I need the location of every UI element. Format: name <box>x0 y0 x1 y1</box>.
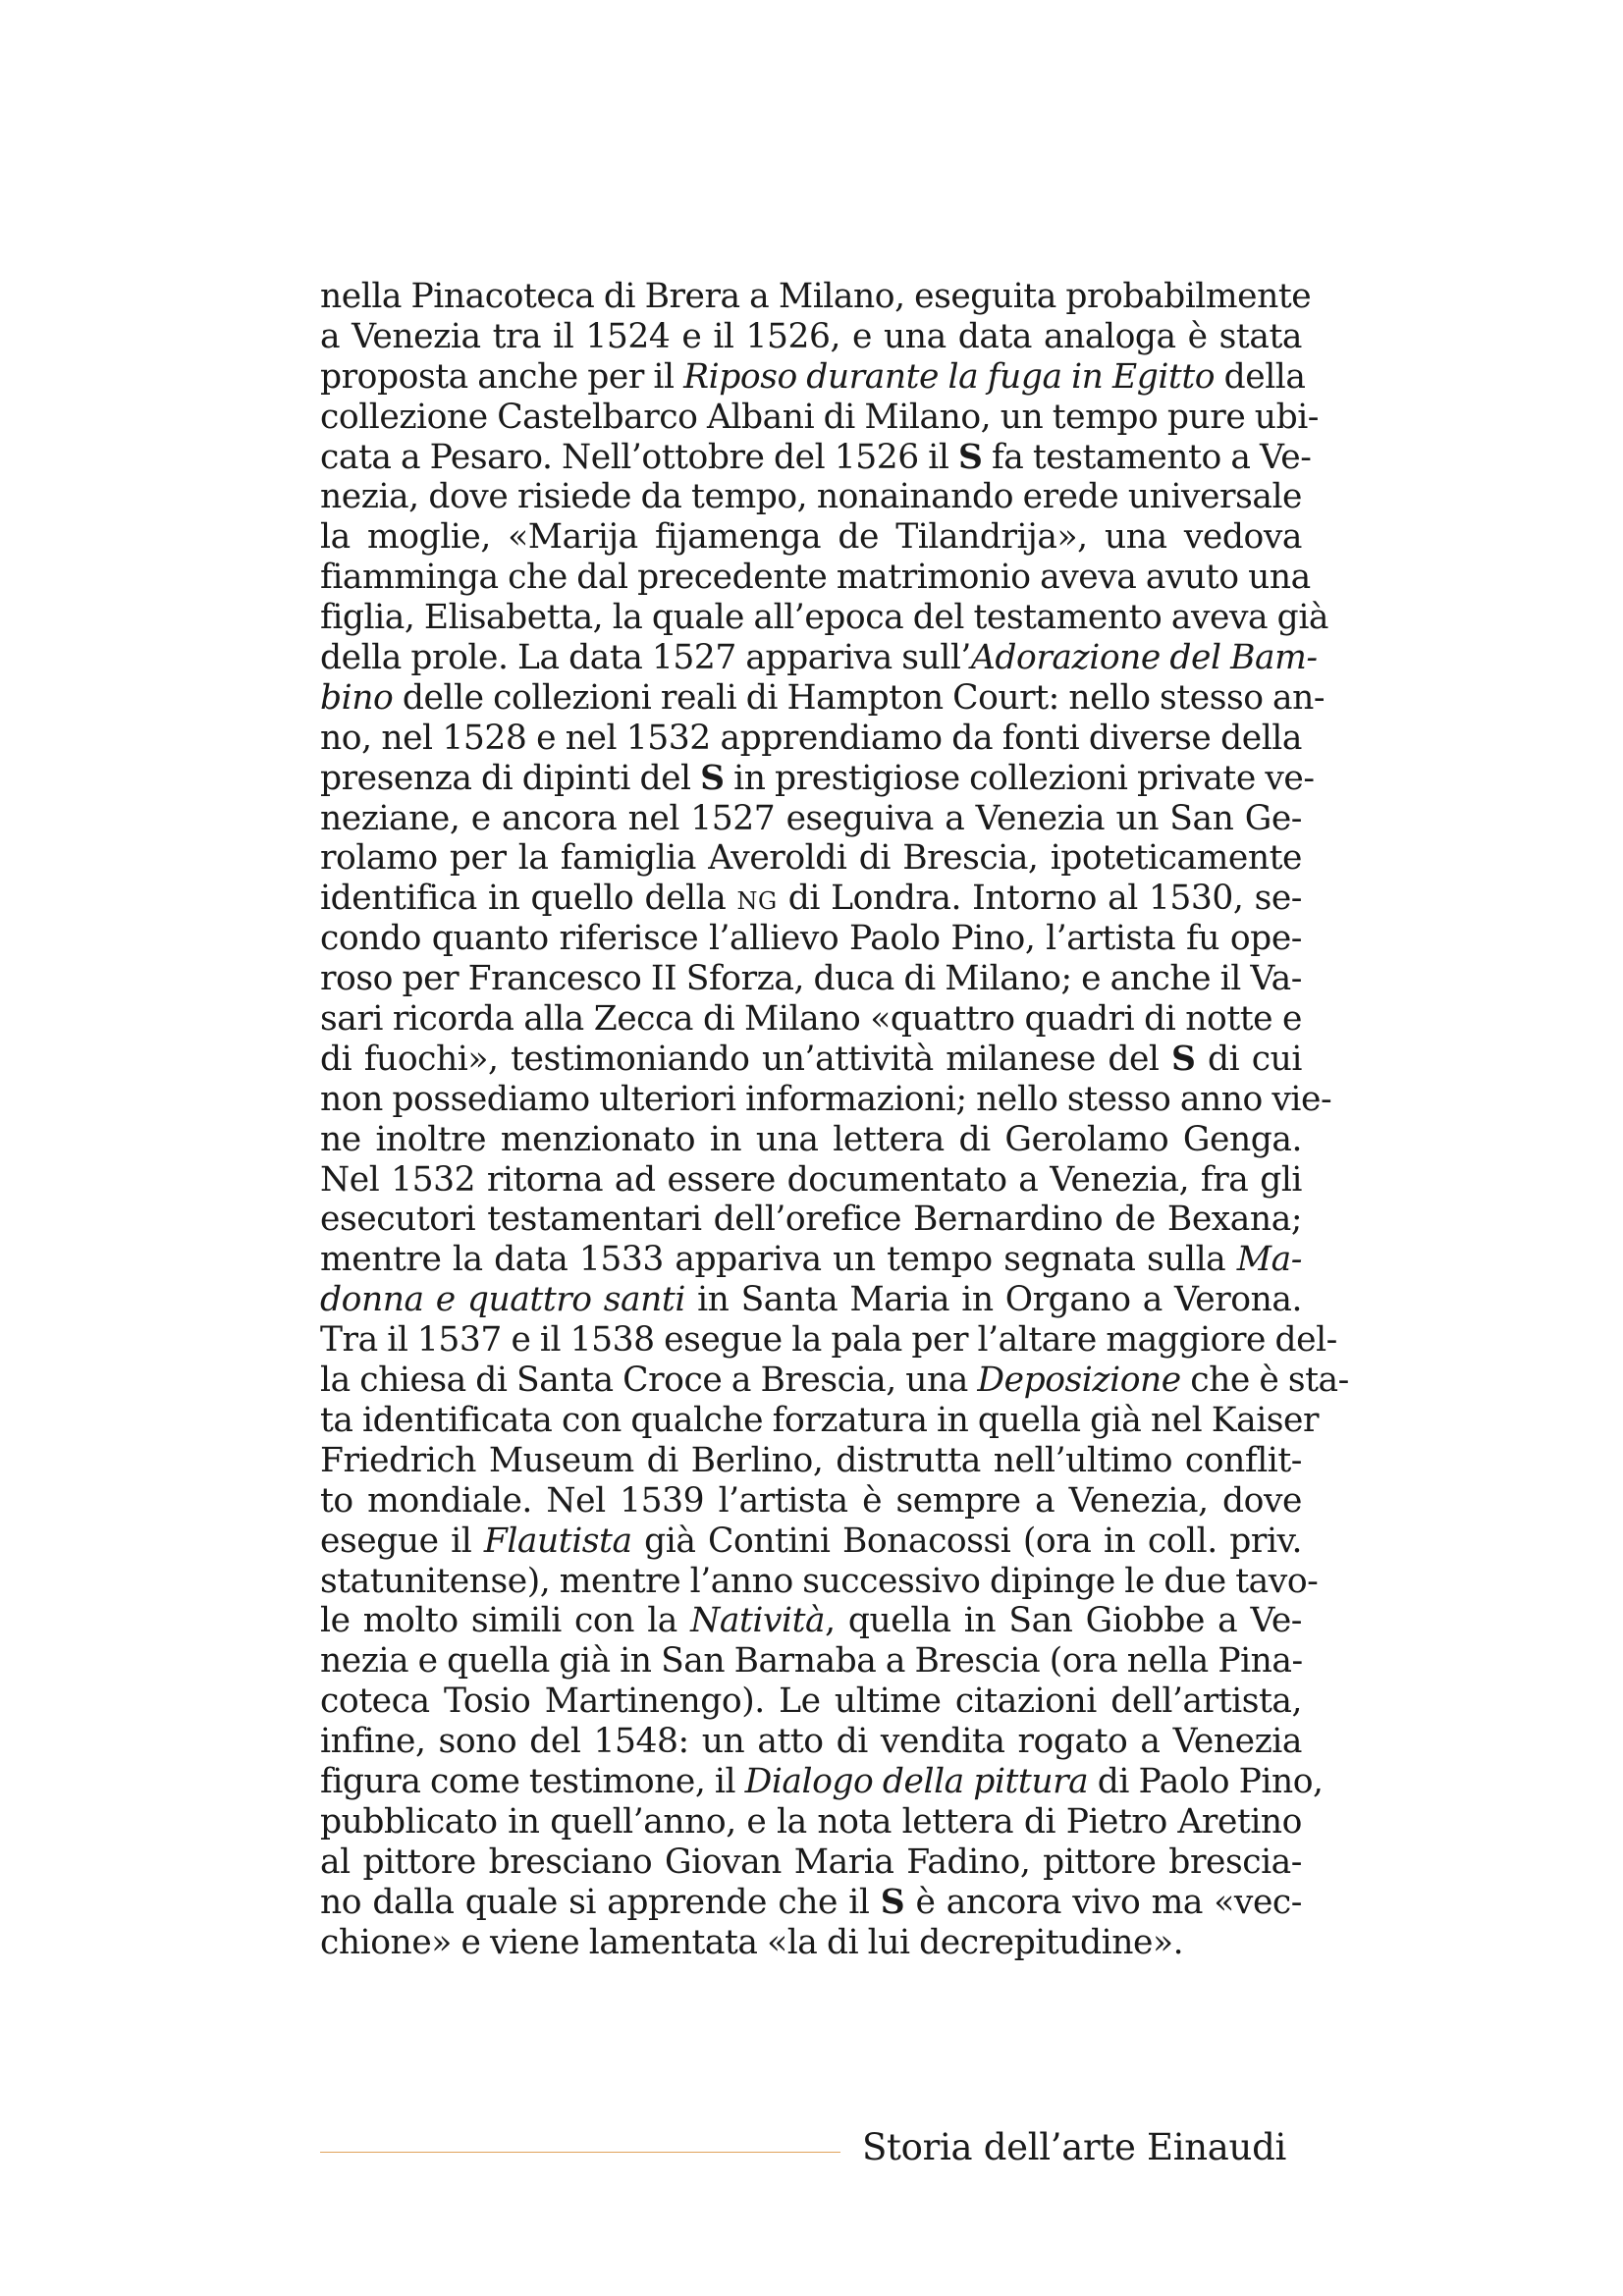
text-line: donna e quattro santi in Santa Maria in Organo a Verona. <box>320 1280 1303 1320</box>
text-line: proposta anche per il Riposo durante la fuga in Egitto della <box>320 356 1306 397</box>
text-line: di fuochi», testimoniando un’attività milanese del S di cui <box>320 1039 1302 1079</box>
text-line: nella Pinacoteca di Brera a Milano, eseguita probabilmente <box>320 277 1312 316</box>
artwork-title: Natività <box>690 1601 826 1641</box>
text-line: condo quanto riferisce l’allievo Paolo Pino, l’artista fu ope- <box>320 919 1302 959</box>
text-line: ta identificata con qualche forzatura in quella già nel Kaiser <box>320 1400 1320 1440</box>
text-line: Friedrich Museum di Berlino, distrutta nell’ultimo conflit- <box>320 1440 1302 1480</box>
artwork-title: Adorazione del Bam- <box>970 638 1318 678</box>
text-line: figura come testimone, il Dialogo della pittura di Paolo Pino, <box>320 1761 1324 1801</box>
text-line: infine, sono del 1548: un atto di vendita rogato a Venezia <box>320 1722 1302 1762</box>
text-line: sari ricorda alla Zecca di Milano «quattro quadri di notte e <box>320 999 1302 1040</box>
text-line: coteca Tosio Martinengo). Le ultime citazioni dell’artista, <box>320 1682 1302 1722</box>
text-line: cata a Pesaro. Nell’ottobre del 1526 il S fa testamento a Ve- <box>320 437 1312 477</box>
text-line: a Venezia tra il 1524 e il 1526, e una data analoga è stata <box>320 316 1302 356</box>
text-line: la moglie, «Marija fijamenga de Tilandrija», una vedova <box>320 517 1302 558</box>
text-line: to mondiale. Nel 1539 l’artista è sempre a Venezia, dove <box>320 1480 1302 1521</box>
text-line: le molto simili con la Natività, quella in San Giobbe a Ve- <box>320 1601 1302 1641</box>
artwork-title: Flautista <box>483 1521 632 1561</box>
artwork-title: Riposo durante la fuga in Egitto <box>683 356 1216 397</box>
artwork-title: Deposizione <box>977 1361 1181 1401</box>
text-line: chione» e viene lamentata «la di lui decrepitudine». <box>320 1922 1184 1962</box>
artist-abbreviation: S <box>957 437 983 477</box>
text-line: identifica in quello della NG di Londra. Intorno al 1530, se- <box>320 879 1302 919</box>
text-line: pubblicato in quell’anno, e la nota lettera di Pietro Aretino <box>320 1801 1302 1842</box>
text-line: della prole. La data 1527 appariva sull’Adorazione del Bam- <box>320 638 1318 678</box>
text-line: presenza di dipinti del S in prestigiose collezioni private ve- <box>320 758 1315 798</box>
text-line: no dalla quale si apprende che il S è ancora vivo ma «vec- <box>320 1882 1303 1922</box>
text-line: ne inoltre menzionato in una lettera di Gerolamo Genga. <box>320 1119 1302 1159</box>
text-line: bino delle collezioni reali di Hampton Court: nello stesso an- <box>320 677 1325 718</box>
text-line: esecutori testamentari dell’orefice Bernardino de Bexana; <box>320 1200 1302 1240</box>
footer-rule <box>320 2152 840 2153</box>
text-line: no, nel 1528 e nel 1532 apprendiamo da fonti diverse della <box>320 718 1302 758</box>
text-line: figlia, Elisabetta, la quale all’epoca del testamento aveva già <box>320 598 1329 638</box>
text-line: Tra il 1537 e il 1538 esegue la pala per l’altare maggiore del- <box>320 1320 1337 1361</box>
artwork-title: bino <box>320 677 394 718</box>
text-line: collezione Castelbarco Albani di Milano, un tempo pure ubi- <box>320 397 1319 437</box>
text-line: non possediamo ulteriori informazioni; nello stesso anno vie- <box>320 1079 1332 1119</box>
artist-abbreviation: S <box>700 758 725 798</box>
text-line: fiamminga che dal precedente matrimonio aveva avuto una <box>320 558 1311 598</box>
text-line: esegue il Flautista già Contini Bonacossi (ora in coll. priv. <box>320 1521 1302 1561</box>
artwork-title: donna e quattro santi <box>320 1280 685 1320</box>
body-text <box>320 277 1349 1962</box>
book-title: Dialogo della pittura <box>744 1761 1089 1801</box>
text-line: nezia e quella già in San Barnaba a Brescia (ora nella Pina- <box>320 1641 1303 1682</box>
text-line: Nel 1532 ritorna ad essere documentato a Venezia, fra gli <box>320 1159 1302 1200</box>
text-line: statunitense), mentre l’anno successivo dipinge le due tavo- <box>320 1561 1319 1601</box>
text-line: rolamo per la famiglia Averoldi di Brescia, ipoteticamente <box>320 838 1302 879</box>
text-line: al pittore bresciano Giovan Maria Fadino, pittore brescia- <box>320 1842 1302 1882</box>
artist-abbreviation: S <box>880 1882 905 1922</box>
text-line: neziane, e ancora nel 1527 eseguiva a Venezia un San Ge- <box>320 798 1302 838</box>
text-line: la chiesa di Santa Croce a Brescia, una Deposizione che è sta- <box>320 1361 1349 1401</box>
artwork-title: Ma- <box>1236 1240 1302 1280</box>
text-line: nezia, dove risiede da tempo, nonainando erede universale <box>320 477 1302 517</box>
footer-title: Storia dell’arte Einaudi <box>862 2126 1286 2168</box>
text-line: mentre la data 1533 appariva un tempo segnata sulla Ma- <box>320 1240 1302 1280</box>
gallery-abbreviation: NG <box>736 887 778 916</box>
artist-abbreviation: S <box>1171 1039 1196 1079</box>
text-line: roso per Francesco II Sforza, duca di Milano; e anche il Va- <box>320 959 1302 999</box>
